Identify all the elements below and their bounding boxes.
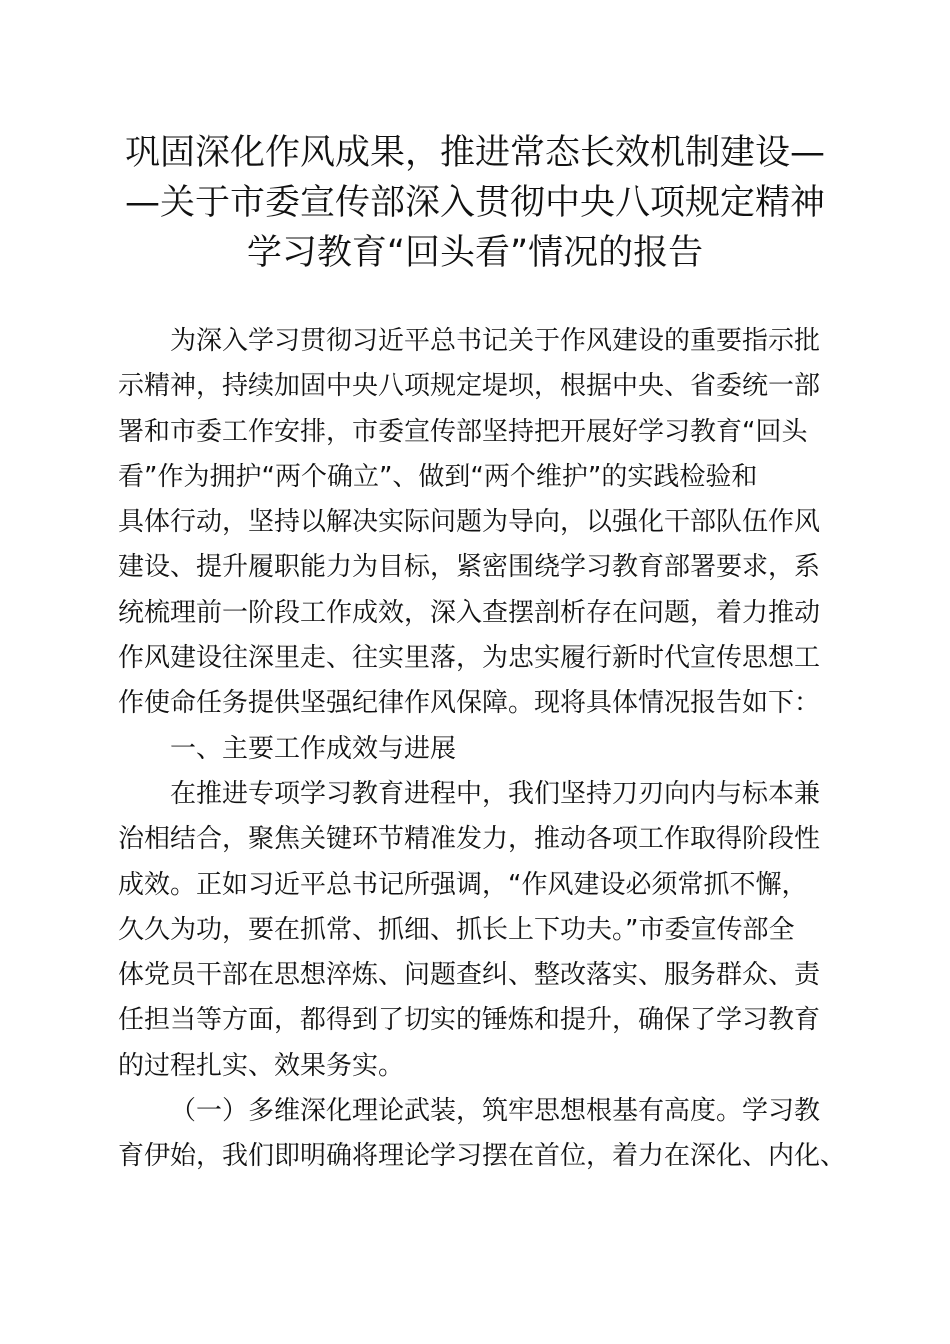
paragraph-intro-line: 看”作为拥护“两个确立”、做到“两个维护”的实践检验和	[118, 461, 758, 492]
paragraph-intro-line: 具体行动，坚持以解决实际问题为导向，以强化干部队伍作风	[118, 507, 821, 538]
paragraph-intro-line: 统梳理前一阶段工作成效，深入查摆剖析存在问题，着力推动	[118, 597, 821, 628]
paragraph-progress-line: 治相结合，聚焦关键环节精准发力，推动各项工作取得阶段性	[118, 824, 821, 855]
paragraph-intro-line: 示精神，持续加固中央八项规定堤坝，根据中央、省委统一部	[118, 371, 821, 402]
paragraph-progress-line: 在推进专项学习教育进程中，我们坚持刀刃向内与标本兼	[170, 778, 821, 809]
paragraph-intro-line: 署和市委工作安排，市委宣传部坚持把开展好学习教育“回头	[118, 416, 808, 447]
paragraph-intro-line: 作使命任务提供坚强纪律作风保障。现将具体情况报告如下：	[118, 688, 821, 719]
document-body	[118, 319, 847, 1180]
subsection-line: 育伊始，我们即明确将理论学习摆在首位，着力在深化、内化、	[118, 1141, 847, 1172]
paragraph-intro-line: 作风建设往深里走、往实里落，为忠实履行新时代宣传思想工	[118, 643, 821, 674]
paragraph-progress-line: 任担当等方面，都得到了切实的锤炼和提升，确保了学习教育	[118, 1005, 821, 1036]
document-title	[118, 128, 832, 278]
title-line: 巩固深化作风成果，推进常态长效机制建设—	[124, 133, 825, 173]
paragraph-progress-line: 体党员干部在思想淬炼、问题查纠、整改落实、服务群众、责	[118, 960, 821, 991]
paragraph-progress-line: 久久为功，要在抓常、抓细、抓长上下功夫。”市委宣传部全	[118, 914, 795, 945]
title-line: 学习教育“回头看”情况的报告	[246, 233, 704, 273]
subsection-line: （一）多维深化理论武装，筑牢思想根基有高度。学习教	[170, 1096, 821, 1127]
paragraph-progress-line: 成效。正如习近平总书记所强调，“作风建设必须常抓不懈，	[118, 869, 808, 900]
section-heading: 一、主要工作成效与进展	[170, 733, 457, 764]
paragraph-intro-line: 建设、提升履职能力为目标，紧密围绕学习教育部署要求，系	[118, 552, 821, 583]
paragraph-progress-line: 的过程扎实、效果务实。	[118, 1050, 405, 1081]
title-line: —关于市委宣传部深入贯彻中央八项规定精神	[124, 183, 825, 223]
paragraph-intro-line: 为深入学习贯彻习近平总书记关于作风建设的重要指示批	[170, 326, 821, 356]
